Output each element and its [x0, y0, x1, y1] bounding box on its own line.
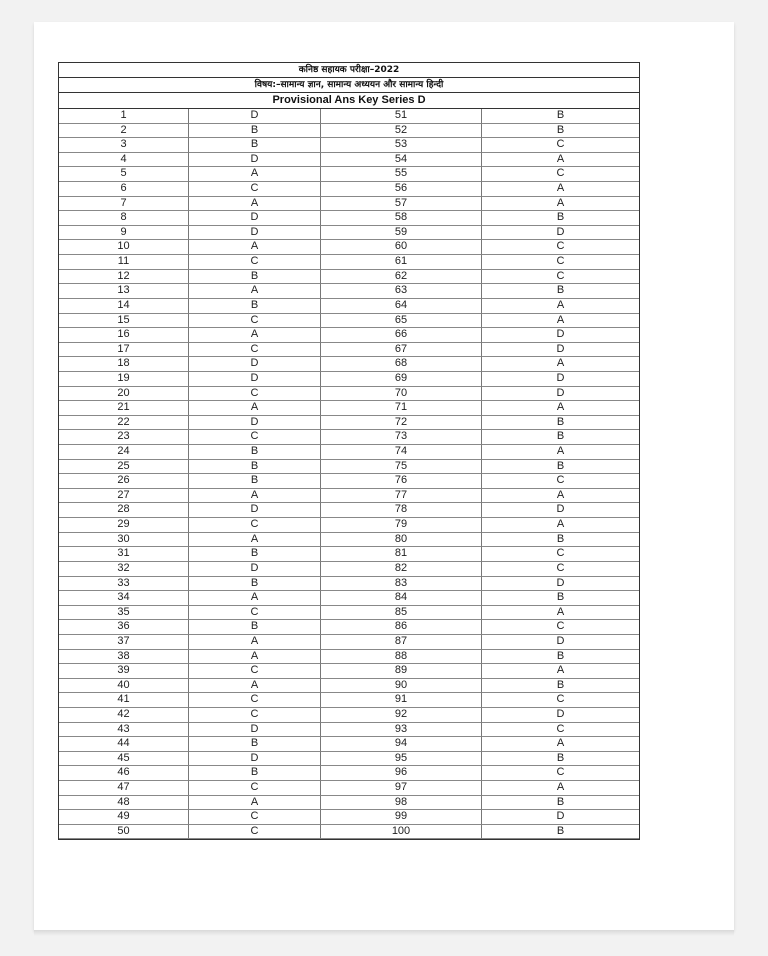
answer-cell: D — [189, 503, 321, 518]
table-row — [59, 226, 639, 241]
question-number-cell: 39 — [59, 664, 189, 679]
answer-key-table — [58, 62, 640, 840]
answer-cell: B — [482, 416, 639, 431]
question-number-cell: 48 — [59, 796, 189, 811]
question-number-cell: 4 — [59, 153, 189, 168]
table-row — [59, 635, 639, 650]
question-number-cell: 43 — [59, 723, 189, 738]
question-number-cell: 50 — [59, 825, 189, 840]
table-row — [59, 460, 639, 475]
answer-cell: A — [482, 489, 639, 504]
answer-cell: A — [482, 518, 639, 533]
answer-cell: D — [189, 372, 321, 387]
answer-cell: C — [482, 620, 639, 635]
question-number-cell: 53 — [321, 138, 482, 153]
table-row — [59, 577, 639, 592]
answer-cell: B — [482, 460, 639, 475]
answer-cell: B — [189, 299, 321, 314]
answer-cell: C — [189, 606, 321, 621]
question-number-cell: 40 — [59, 679, 189, 694]
question-number-cell: 36 — [59, 620, 189, 635]
answer-cell: C — [482, 723, 639, 738]
question-number-cell: 16 — [59, 328, 189, 343]
answer-cell: C — [482, 167, 639, 182]
answer-cell: A — [189, 489, 321, 504]
question-number-cell: 73 — [321, 430, 482, 445]
question-number-cell: 14 — [59, 299, 189, 314]
question-number-cell: 33 — [59, 577, 189, 592]
question-number-cell: 10 — [59, 240, 189, 255]
question-number-cell: 68 — [321, 357, 482, 372]
answer-cell: B — [189, 737, 321, 752]
question-number-cell: 15 — [59, 314, 189, 329]
question-number-cell: 92 — [321, 708, 482, 723]
table-row — [59, 182, 639, 197]
question-number-cell: 44 — [59, 737, 189, 752]
table-row — [59, 109, 639, 124]
answer-cell: B — [482, 109, 639, 124]
question-number-cell: 27 — [59, 489, 189, 504]
question-number-cell: 57 — [321, 197, 482, 212]
question-number-cell: 91 — [321, 693, 482, 708]
answer-cell: B — [189, 460, 321, 475]
question-number-cell: 99 — [321, 810, 482, 825]
question-number-cell: 26 — [59, 474, 189, 489]
answer-cell: B — [482, 679, 639, 694]
answer-cell: B — [189, 577, 321, 592]
question-number-cell: 87 — [321, 635, 482, 650]
question-number-cell: 19 — [59, 372, 189, 387]
answer-cell: A — [189, 650, 321, 665]
question-number-cell: 59 — [321, 226, 482, 241]
answer-cell: B — [189, 445, 321, 460]
question-number-cell: 61 — [321, 255, 482, 270]
answer-cell: A — [189, 635, 321, 650]
answer-cell: B — [482, 825, 639, 840]
question-number-cell: 98 — [321, 796, 482, 811]
question-number-cell: 11 — [59, 255, 189, 270]
table-row — [59, 416, 639, 431]
answer-cell: A — [482, 445, 639, 460]
table-row — [59, 796, 639, 811]
question-number-cell: 46 — [59, 766, 189, 781]
table-row — [59, 664, 639, 679]
question-number-cell: 32 — [59, 562, 189, 577]
question-number-cell: 6 — [59, 182, 189, 197]
answer-cell: C — [189, 518, 321, 533]
answer-cell: A — [482, 299, 639, 314]
question-number-cell: 75 — [321, 460, 482, 475]
answer-cell: D — [482, 372, 639, 387]
table-row — [59, 474, 639, 489]
table-row — [59, 547, 639, 562]
question-number-cell: 94 — [321, 737, 482, 752]
exam-title: कनिष्ठ सहायक परीक्षा–2022 — [59, 63, 639, 78]
answer-cell: B — [482, 752, 639, 767]
answer-cell: A — [189, 679, 321, 694]
question-number-cell: 95 — [321, 752, 482, 767]
question-number-cell: 81 — [321, 547, 482, 562]
answer-cell: C — [189, 343, 321, 358]
question-number-cell: 80 — [321, 533, 482, 548]
table-row — [59, 503, 639, 518]
table-row — [59, 343, 639, 358]
answer-cell: C — [189, 255, 321, 270]
answer-cell: D — [189, 109, 321, 124]
answer-cell: D — [482, 328, 639, 343]
answer-cell: C — [189, 430, 321, 445]
question-number-cell: 96 — [321, 766, 482, 781]
question-number-cell: 65 — [321, 314, 482, 329]
question-number-cell: 47 — [59, 781, 189, 796]
table-row — [59, 562, 639, 577]
answer-cell: A — [189, 284, 321, 299]
answer-cell: D — [189, 723, 321, 738]
answer-cell: C — [189, 708, 321, 723]
table-row — [59, 708, 639, 723]
question-number-cell: 70 — [321, 387, 482, 402]
page-shadow — [34, 930, 734, 936]
table-row — [59, 693, 639, 708]
answer-cell: D — [189, 416, 321, 431]
answer-cell: B — [482, 533, 639, 548]
question-number-cell: 79 — [321, 518, 482, 533]
table-row — [59, 401, 639, 416]
table-row — [59, 211, 639, 226]
answer-cell: B — [189, 124, 321, 139]
table-row — [59, 430, 639, 445]
answer-cell: D — [482, 577, 639, 592]
answer-cell: C — [189, 182, 321, 197]
question-number-cell: 21 — [59, 401, 189, 416]
question-number-cell: 37 — [59, 635, 189, 650]
answer-cell: D — [189, 226, 321, 241]
subject-line: विषय:–सामान्य ज्ञान, सामान्य अध्ययन और सामान्य हिन्दी — [59, 78, 639, 93]
answer-cell: D — [482, 387, 639, 402]
answer-cell: D — [189, 357, 321, 372]
answer-cell: C — [482, 766, 639, 781]
answer-cell: A — [482, 197, 639, 212]
question-number-cell: 2 — [59, 124, 189, 139]
answer-cell: C — [482, 255, 639, 270]
answer-cell: A — [482, 606, 639, 621]
question-number-cell: 18 — [59, 357, 189, 372]
question-number-cell: 55 — [321, 167, 482, 182]
question-number-cell: 17 — [59, 343, 189, 358]
table-row — [59, 533, 639, 548]
table-row — [59, 591, 639, 606]
question-number-cell: 13 — [59, 284, 189, 299]
answer-cell: C — [482, 474, 639, 489]
table-row — [59, 445, 639, 460]
table-row — [59, 489, 639, 504]
table-row — [59, 825, 639, 840]
question-number-cell: 38 — [59, 650, 189, 665]
question-number-cell: 51 — [321, 109, 482, 124]
question-number-cell: 60 — [321, 240, 482, 255]
answer-cell: D — [482, 635, 639, 650]
answer-cell: C — [482, 693, 639, 708]
answer-cell: B — [482, 430, 639, 445]
table-row — [59, 240, 639, 255]
question-number-cell: 3 — [59, 138, 189, 153]
answer-cell: A — [482, 357, 639, 372]
answer-cell: A — [482, 401, 639, 416]
table-row — [59, 284, 639, 299]
answer-cell: C — [189, 664, 321, 679]
table-row — [59, 723, 639, 738]
question-number-cell: 20 — [59, 387, 189, 402]
question-number-cell: 85 — [321, 606, 482, 621]
question-number-cell: 100 — [321, 825, 482, 840]
answer-cell: C — [189, 825, 321, 840]
answer-cell: A — [482, 664, 639, 679]
answer-cell: D — [189, 211, 321, 226]
answer-cell: D — [189, 562, 321, 577]
question-number-cell: 86 — [321, 620, 482, 635]
answer-cell: B — [482, 211, 639, 226]
table-row — [59, 124, 639, 139]
answer-cell: D — [482, 226, 639, 241]
answer-cell: A — [482, 737, 639, 752]
question-number-cell: 30 — [59, 533, 189, 548]
question-number-cell: 5 — [59, 167, 189, 182]
question-number-cell: 34 — [59, 591, 189, 606]
answer-cell: B — [189, 547, 321, 562]
question-number-cell: 89 — [321, 664, 482, 679]
answer-cell: B — [189, 620, 321, 635]
question-number-cell: 63 — [321, 284, 482, 299]
question-number-cell: 49 — [59, 810, 189, 825]
answer-cell: A — [189, 533, 321, 548]
answer-cell: C — [482, 138, 639, 153]
question-number-cell: 76 — [321, 474, 482, 489]
question-number-cell: 8 — [59, 211, 189, 226]
answer-cell: A — [482, 153, 639, 168]
question-number-cell: 35 — [59, 606, 189, 621]
table-row — [59, 372, 639, 387]
table-row — [59, 752, 639, 767]
table-row — [59, 167, 639, 182]
question-number-cell: 78 — [321, 503, 482, 518]
answer-cell: B — [482, 796, 639, 811]
answer-cell: D — [189, 153, 321, 168]
answer-cell: B — [482, 591, 639, 606]
answer-cell: D — [189, 752, 321, 767]
answer-cell: A — [189, 401, 321, 416]
question-number-cell: 64 — [321, 299, 482, 314]
answer-cell: B — [189, 270, 321, 285]
question-number-cell: 29 — [59, 518, 189, 533]
answer-cell: C — [482, 240, 639, 255]
table-row — [59, 138, 639, 153]
question-number-cell: 28 — [59, 503, 189, 518]
question-number-cell: 82 — [321, 562, 482, 577]
table-row — [59, 357, 639, 372]
question-number-cell: 71 — [321, 401, 482, 416]
answer-cell: D — [482, 708, 639, 723]
table-row — [59, 314, 639, 329]
question-number-cell: 72 — [321, 416, 482, 431]
answer-cell: C — [189, 781, 321, 796]
answer-cell: A — [189, 167, 321, 182]
question-number-cell: 97 — [321, 781, 482, 796]
question-number-cell: 25 — [59, 460, 189, 475]
answer-cell: B — [482, 284, 639, 299]
answer-cell: A — [189, 591, 321, 606]
question-number-cell: 83 — [321, 577, 482, 592]
answer-cell: A — [482, 314, 639, 329]
question-number-cell: 69 — [321, 372, 482, 387]
question-number-cell: 7 — [59, 197, 189, 212]
table-row — [59, 606, 639, 621]
question-number-cell: 58 — [321, 211, 482, 226]
question-number-cell: 12 — [59, 270, 189, 285]
answer-cell: C — [482, 562, 639, 577]
question-number-cell: 54 — [321, 153, 482, 168]
answer-cell: B — [189, 766, 321, 781]
answer-cell: A — [482, 781, 639, 796]
table-row — [59, 270, 639, 285]
answer-cell: C — [189, 387, 321, 402]
answer-cell: D — [482, 810, 639, 825]
table-row — [59, 153, 639, 168]
answer-cell: C — [189, 693, 321, 708]
answer-cell: B — [482, 650, 639, 665]
answer-cell: B — [482, 124, 639, 139]
table-row — [59, 387, 639, 402]
table-row — [59, 328, 639, 343]
answer-cell: C — [189, 810, 321, 825]
table-row — [59, 737, 639, 752]
answer-grid — [59, 109, 639, 839]
question-number-cell: 9 — [59, 226, 189, 241]
table-row — [59, 255, 639, 270]
table-row — [59, 810, 639, 825]
answer-cell: C — [482, 547, 639, 562]
table-row — [59, 781, 639, 796]
question-number-cell: 62 — [321, 270, 482, 285]
answer-cell: C — [482, 270, 639, 285]
answer-cell: C — [189, 314, 321, 329]
table-row — [59, 650, 639, 665]
question-number-cell: 45 — [59, 752, 189, 767]
answer-cell: A — [189, 197, 321, 212]
series-title: Provisional Ans Key Series D — [59, 93, 639, 109]
question-number-cell: 41 — [59, 693, 189, 708]
question-number-cell: 31 — [59, 547, 189, 562]
question-number-cell: 42 — [59, 708, 189, 723]
question-number-cell: 52 — [321, 124, 482, 139]
question-number-cell: 77 — [321, 489, 482, 504]
question-number-cell: 67 — [321, 343, 482, 358]
answer-cell: A — [189, 240, 321, 255]
answer-cell: A — [189, 796, 321, 811]
question-number-cell: 56 — [321, 182, 482, 197]
table-row — [59, 518, 639, 533]
question-number-cell: 1 — [59, 109, 189, 124]
table-row — [59, 620, 639, 635]
question-number-cell: 24 — [59, 445, 189, 460]
question-number-cell: 93 — [321, 723, 482, 738]
table-row — [59, 197, 639, 212]
answer-cell: B — [189, 138, 321, 153]
question-number-cell: 23 — [59, 430, 189, 445]
question-number-cell: 22 — [59, 416, 189, 431]
answer-cell: B — [189, 474, 321, 489]
question-number-cell: 88 — [321, 650, 482, 665]
answer-cell: D — [482, 503, 639, 518]
answer-cell: A — [482, 182, 639, 197]
question-number-cell: 90 — [321, 679, 482, 694]
answer-cell: D — [482, 343, 639, 358]
table-row — [59, 679, 639, 694]
question-number-cell: 74 — [321, 445, 482, 460]
table-row — [59, 766, 639, 781]
question-number-cell: 84 — [321, 591, 482, 606]
question-number-cell: 66 — [321, 328, 482, 343]
table-row — [59, 299, 639, 314]
answer-cell: A — [189, 328, 321, 343]
